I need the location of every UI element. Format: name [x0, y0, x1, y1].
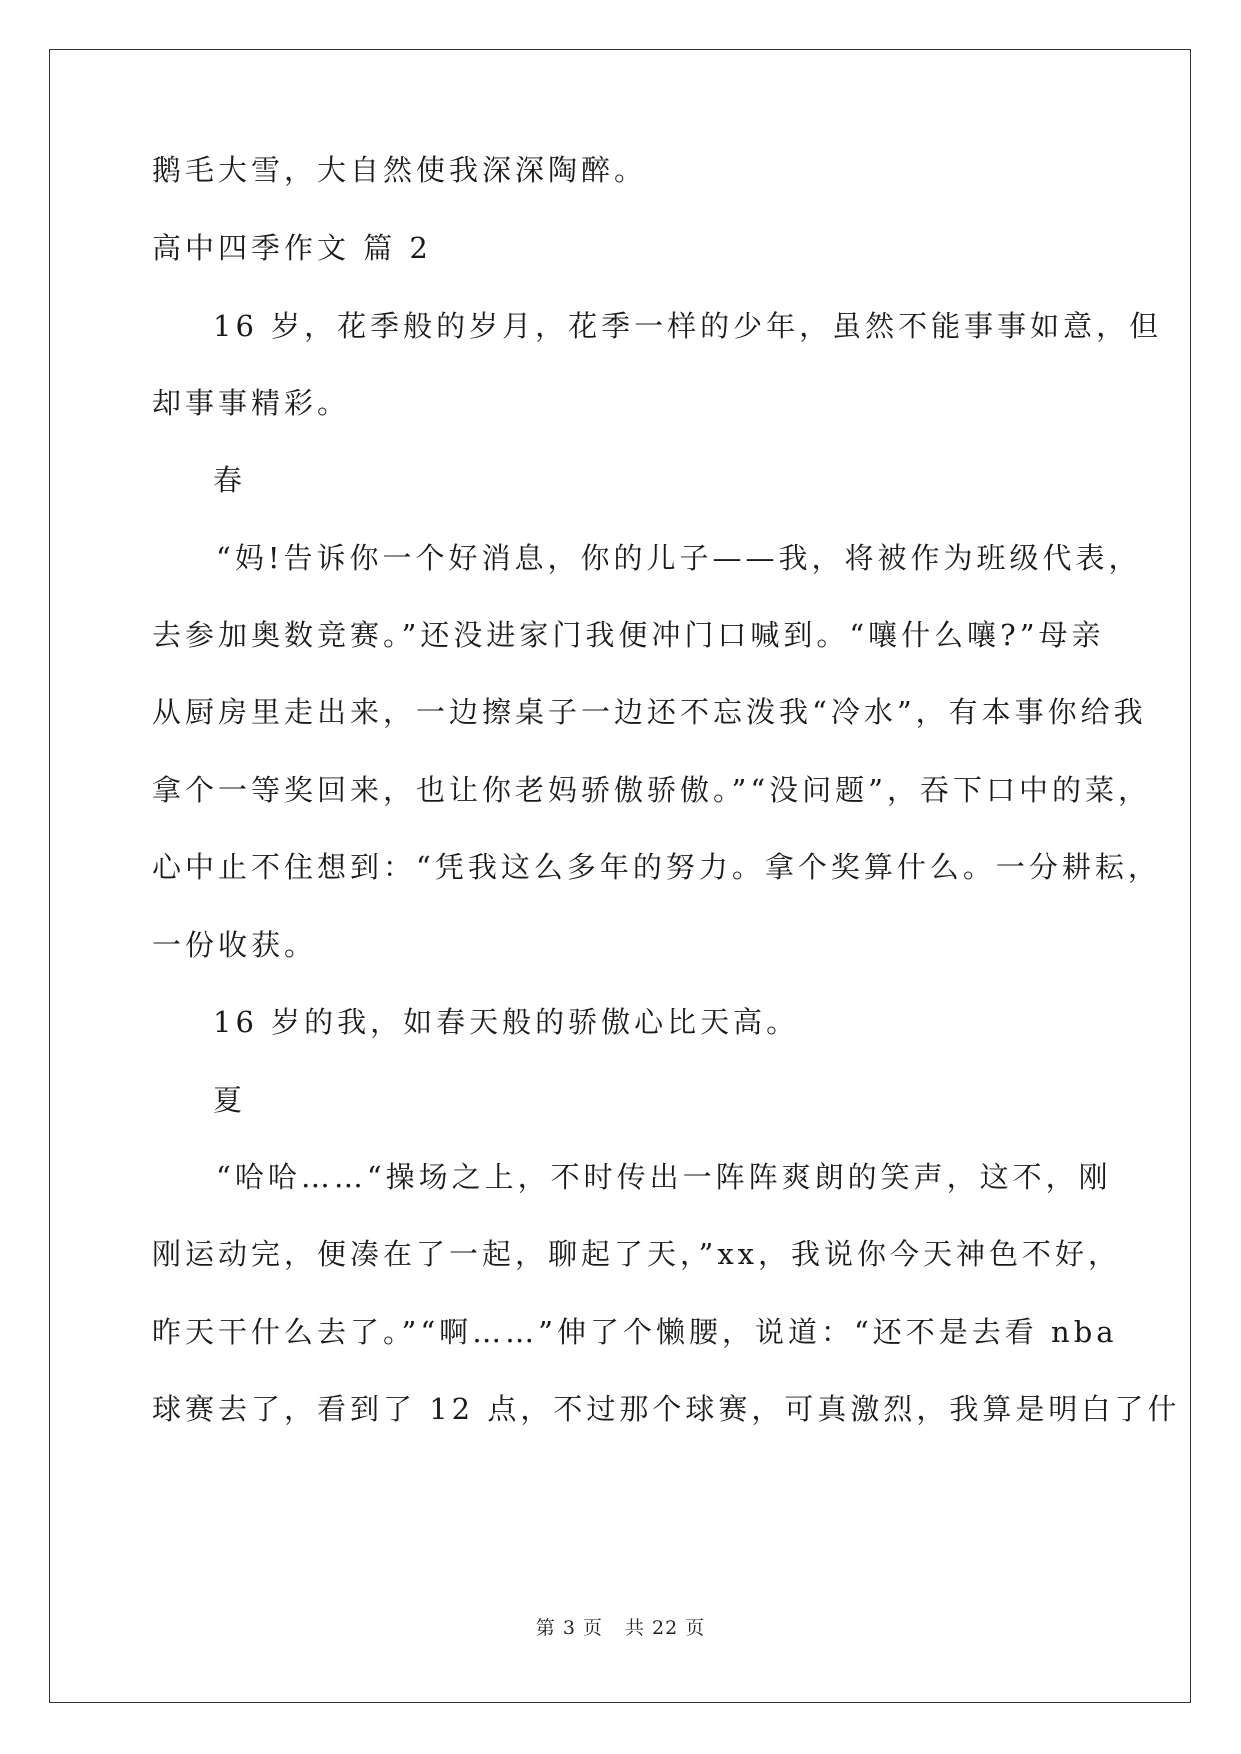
body-text-line: 刚运动完，便凑在了一起，聊起了天，”xx，我说你今天神色不好， [152, 1237, 1122, 1271]
body-text-line: 却事事精彩。 [152, 386, 351, 420]
season-heading-spring: 春 [213, 463, 247, 497]
paragraph-start: 16 岁的我，如春天般的骄傲心比天高。 [213, 1005, 800, 1039]
body-text-line: 球赛去了，看到了 12 点，不过那个球赛，可真激烈，我算是明白了什 [152, 1392, 1181, 1426]
body-text-line: 从厨房里走出来，一边擦桌子一边还不忘泼我“冷水”，有本事你给我 [152, 695, 1147, 729]
section-heading: 高中四季作文 篇 2 [152, 231, 432, 265]
body-text-line: 拿个一等奖回来，也让你老妈骄傲骄傲。”“没问题”，吞下口中的菜， [152, 773, 1151, 807]
body-text-line: 去参加奥数竞赛。”还没进家门我便冲门口喊到。“嚷什么嚷?”母亲 [152, 618, 1105, 652]
body-text-line: 鹅毛大雪，大自然使我深深陶醉。 [152, 153, 648, 187]
page-total: 共 22 页 [624, 1617, 706, 1639]
body-text-line: 昨天干什么去了。”“啊……”伸了个懒腰，说道：“还不是去看 nba [152, 1315, 1118, 1349]
body-text-line: 一份收获。 [152, 928, 318, 962]
season-heading-summer: 夏 [213, 1083, 247, 1117]
page-number: 第 3 页 [535, 1617, 603, 1639]
paragraph-start: “哈哈……“操场之上，不时传出一阵阵爽朗的笑声，这不，刚 [216, 1160, 1112, 1194]
paragraph-start: 16 岁，花季般的岁月，花季一样的少年，虽然不能事事如意，但 [213, 309, 1163, 343]
paragraph-start: “妈!告诉你一个好消息，你的儿子——我，将被作为班级代表， [216, 541, 1142, 575]
body-text-line: 心中止不住想到：“凭我这么多年的努力。拿个奖算什么。一分耕耘， [152, 850, 1161, 884]
page-footer [0, 1613, 1241, 1640]
